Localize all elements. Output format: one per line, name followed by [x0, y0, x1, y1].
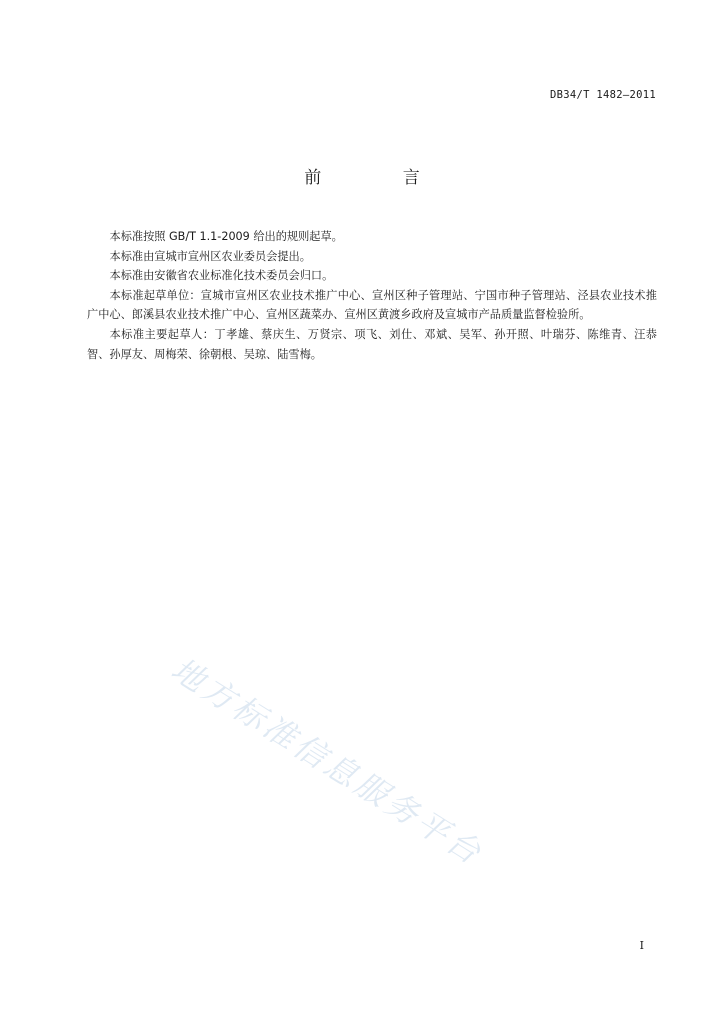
paragraph-centralized-by: 本标准由安徽省农业标准化技术委员会归口。 [109, 269, 334, 283]
preface-body [87, 227, 657, 364]
paragraph-drafting-units: 本标准起草单位：宣城市宣州区农业技术推广中心、宣州区种子管理站、宁国市种子管理站、泾县农业技术推广中心、郎溪县农业技术推广中心、宣州区蔬菜办、宣州区黄渡乡政府及宣城市产品质量监督检验所。 [87, 288, 657, 322]
paragraph-proposer: 本标准由宣城市宣州区农业委员会提出。 [109, 249, 311, 263]
page-number: I [639, 939, 644, 952]
paragraph-drafting-rules: 本标准按照 GB/T 1.1-2009 给出的规则起草。 [109, 230, 343, 243]
watermark: 地方标准信息服务平台 [164, 650, 491, 874]
paragraph-drafters: 本标准主要起草人：丁孝雄、蔡庆生、万贤宗、项飞、刘仕、邓斌、吴军、孙开照、叶瑞芬、陈维青、汪恭智、孙厚友、周梅荣、徐朝根、吴琼、陆雪梅。 [87, 327, 657, 361]
page-title: 前 言 [304, 168, 458, 188]
standard-code: DB34/T 1482—2011 [550, 89, 656, 101]
